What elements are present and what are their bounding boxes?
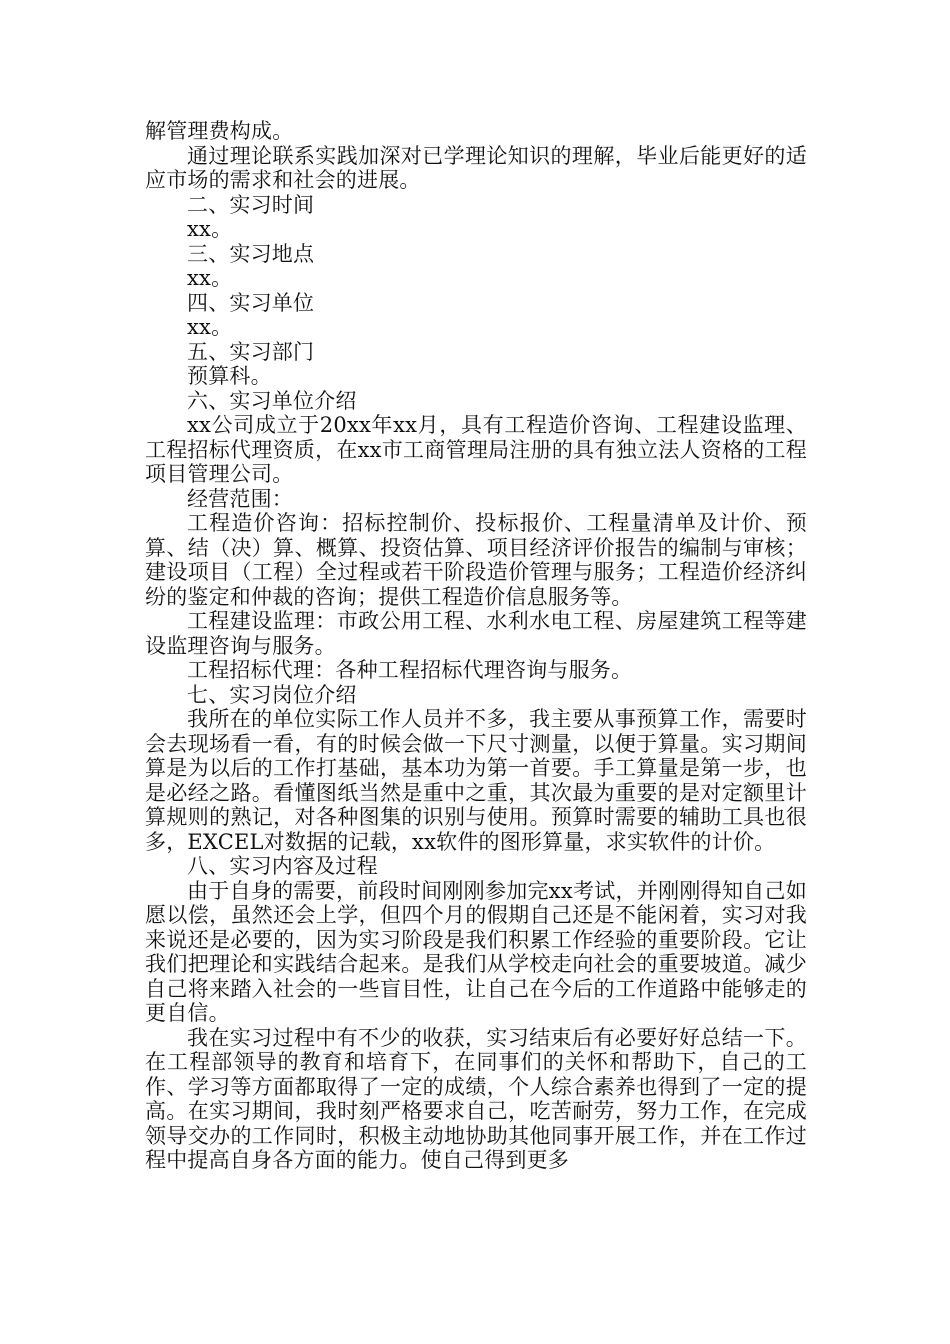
heading-unit-introduction: 六、实习单位介绍 <box>187 388 357 413</box>
paragraph-position-details: 我所在的单位实际工作人员并不多，我主要从事预算工作，需要时会去现场看一看，有的时候会做一下尺寸测量，以便于算量。实习期间算是为以后的工作打基础，基本功为第一首要。手工算量是第一步，也是必经之路。看懂图纸当然是重中之重，其次最为重要的是对定额里计算规则的熟记，对各种图集的识别与使用。预算时需要的辅助工具也很多，EXCEL对数据的记载，xx软件的图形算量，求实软件的计价。 <box>145 707 807 854</box>
heading-internship-location: 三、实习地点 <box>187 241 315 266</box>
internship-location-value: xx。 <box>187 266 233 290</box>
heading-business-scope: 经营范围： <box>187 486 293 511</box>
paragraph-gains: 我在实习过程中有不少的收获，实习结束后有必要好好总结一下。在工程部领导的教育和培育下，在同事们的关怀和帮助下，自己的工作、学习等方面都取得了一定的成绩，个人综合素养也得到了一定的提高。在实习期间，我时刻严格要求自己，吃苦耐劳，努力工作，在完成领导交办的工作同时，积极主动地协助其他同事开展工作，并在工作过程中提高自身各方面的能力。使自己得到更多 <box>145 1025 807 1172</box>
heading-internship-department: 五、实习部门 <box>187 339 315 364</box>
heading-content-and-process: 八、实习内容及过程 <box>187 854 378 878</box>
paragraph-cost-consulting: 工程造价咨询：招标控制价、投标报价、工程量清单及计价、预算、结（决）算、概算、投资估算、项目经济评价报告的编制与审核；建设项目（工程）全过程或若干阶段造价管理与服务；工程造价经济纠纷的鉴定和仲裁的咨询；提供工程造价信息服务等。 <box>145 511 807 609</box>
paragraph-bidding-agency: 工程招标代理：各种工程招标代理咨询与服务。 <box>187 658 633 682</box>
heading-internship-unit: 四、实习单位 <box>187 290 315 315</box>
paragraph-continuation: 解管理费构成。 <box>145 119 294 143</box>
paragraph-construction-supervision: 工程建设监理：市政公用工程、水利水电工程、房屋建筑工程等建设监理咨询与服务。 <box>145 609 807 658</box>
heading-internship-time: 二、实习时间 <box>187 192 315 217</box>
heading-position-introduction: 七、实习岗位介绍 <box>187 682 357 707</box>
paragraph-company-intro: xx公司成立于20xx年xx月，具有工程造价咨询、工程建设监理、工程招标代理资质，在xx市工商管理局注册的具有独立法人资格的工程项目管理公司。 <box>145 413 807 486</box>
internship-department-value: 预算科。 <box>187 364 272 388</box>
internship-time-value: xx。 <box>187 217 233 241</box>
internship-unit-value: xx。 <box>187 315 233 339</box>
paragraph-purpose: 通过理论联系实践加深对已学理论知识的理解，毕业后能更好的适应市场的需求和社会的进展。 <box>145 143 807 192</box>
paragraph-motivation: 由于自身的需要，前段时间刚刚参加完xx考试，并刚刚得知自己如愿以偿，虽然还会上学，但四个月的假期自己还是不能闲着，实习对我来说还是必要的，因为实习阶段是我们积累工作经验的重要阶段。它让我们把理论和实践结合起来。是我们从学校走向社会的重要坡道。减少自己将来踏入社会的一些盲目性，让自己在今后的工作道路中能够走的更自信。 <box>145 878 807 1025</box>
document-body <box>145 119 807 1173</box>
